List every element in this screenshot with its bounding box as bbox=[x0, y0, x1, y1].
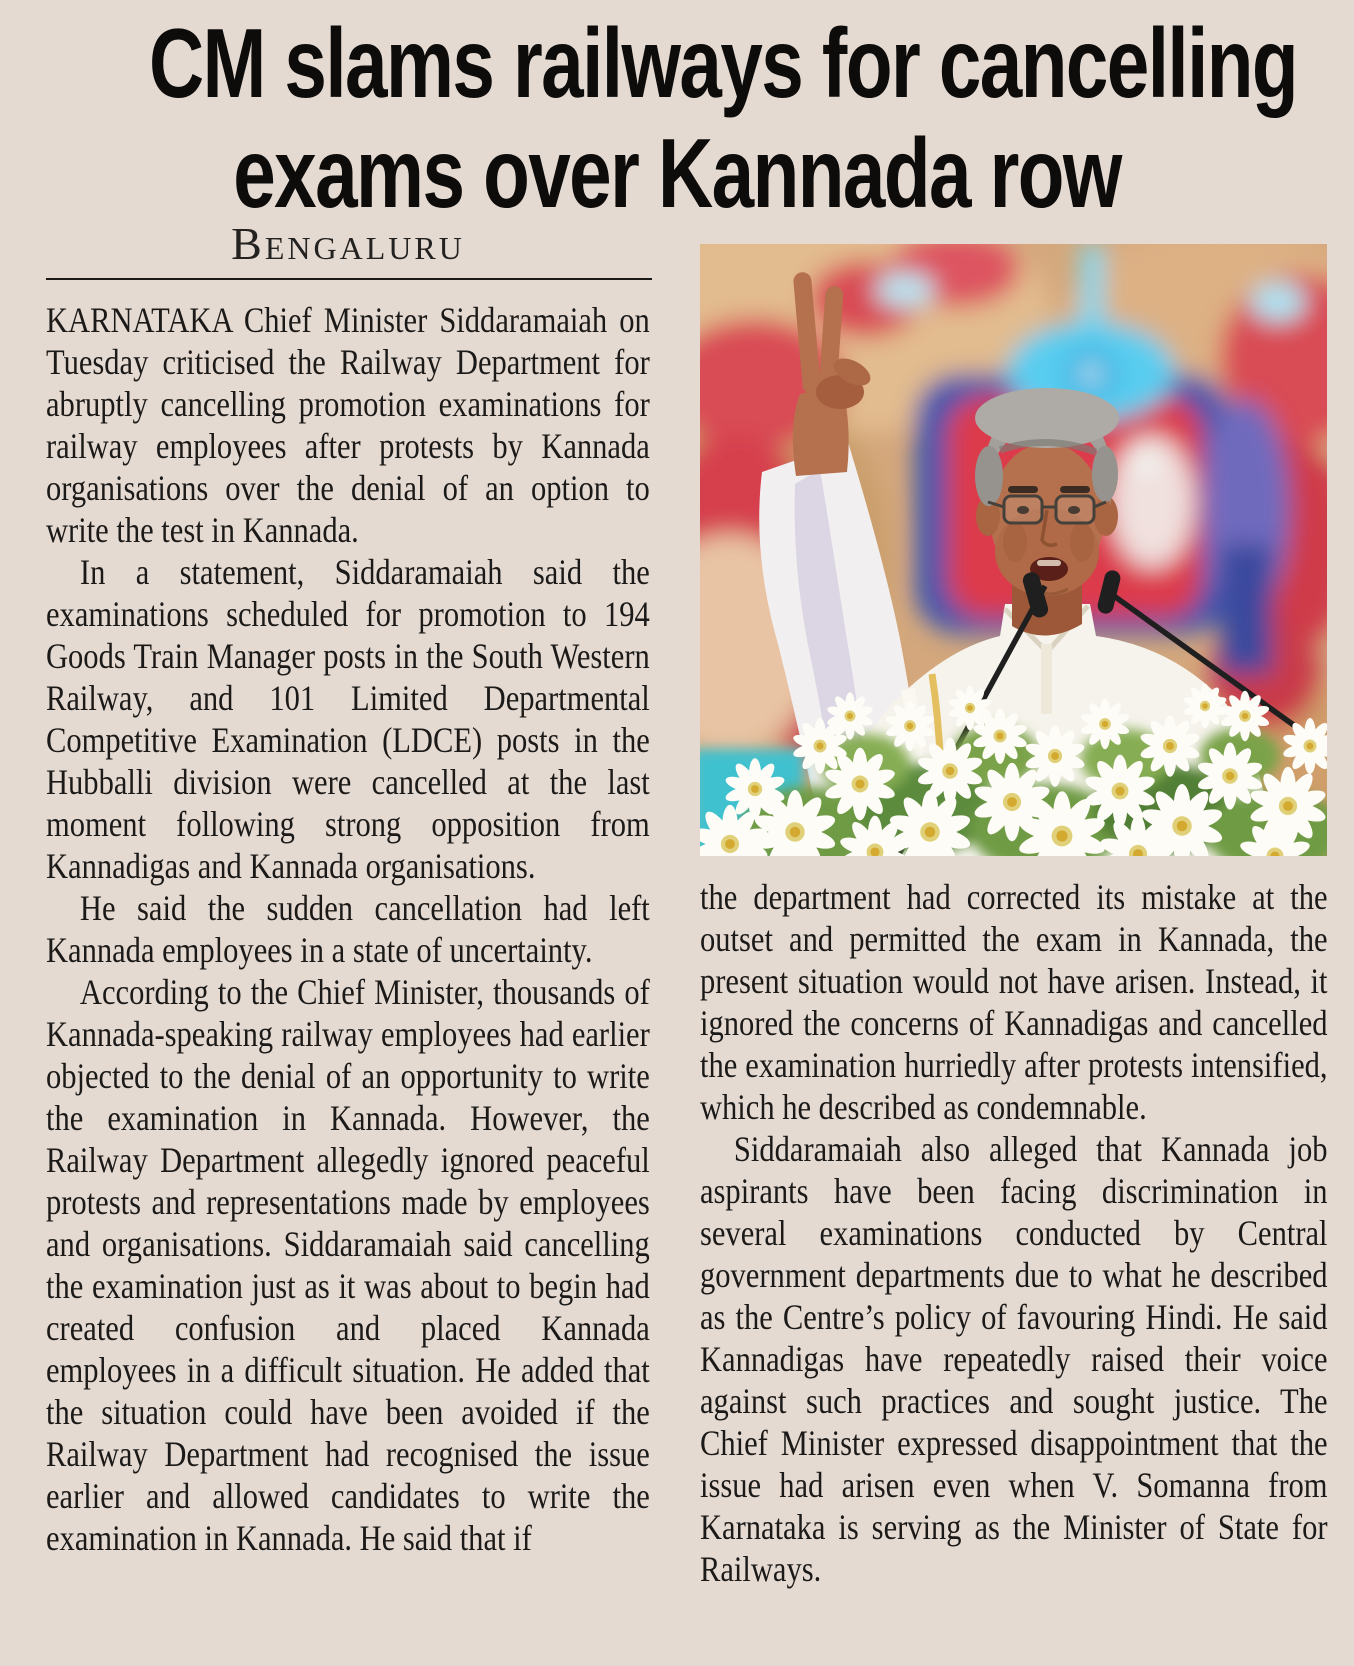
article-left-column bbox=[46, 299, 650, 1559]
headline-line-1: CM slams railways for cancelling bbox=[148, 8, 1298, 118]
dateline: Bengaluru bbox=[231, 218, 465, 269]
article-paragraph: According to the Chief Minister, thousands of Kannada-speaking railway employees had earlier objected to the denial of an opportunity to write the examination in Kannada. However, the Railway Department allegedly ignored peaceful protests and representations made by employees and organisations. Siddaramaiah said cancelling the examination just as it was about to begin had created confusion and placed Kannada employees in a difficult situation. He added that the situation could have been avoided if the Railway Department had recognised the issue earlier and allowed candidates to write the examination in Kannada. He said that if bbox=[46, 972, 650, 1558]
headline bbox=[0, 8, 1354, 228]
article-paragraph: Siddaramaiah also alleged that Kannada job aspirants have been facing discrimination in several examinations conducted by Central government departments due to what he described as the Centre’s policy of favouring Hindi. He said Kannadigas have repeatedly raised their voice against such practices and sought justice. The Chief Minister expressed disappointment that the issue had arisen even when V. Somanna from Karnataka is serving as the Minister of State for Railways. bbox=[700, 1129, 1328, 1589]
headline-line-2: exams over Kannada row bbox=[233, 118, 1121, 228]
article-paragraph: He said the sudden cancellation had left Kannada employees in a state of uncertainty. bbox=[46, 888, 650, 970]
article-paragraph: the department had corrected its mistake at the outset and permitted the exam in Kannada, the present situation would not have arisen. Instead, it ignored the concerns of Kannadigas and cancelled the examination hurriedly after protests intensified, which he described as condemnable. bbox=[700, 877, 1328, 1127]
article-paragraph: In a statement, Siddaramaiah said the examinations scheduled for promotion to 194 Goods Train Manager posts in the South Western Railway, and 101 Limited Departmental Competitive Examination (LDCE) posts in the Hubballi division were cancelled at the last moment following strong opposition from Kannadigas and Kannada organisations. bbox=[46, 552, 650, 886]
article-right-column bbox=[700, 876, 1328, 1590]
article-paragraph: KARNATAKA Chief Minister Siddaramaiah on Tuesday criticised the Railway Department for abruptly cancelling promotion examinations for railway employees after protests by Kannada organisations over the denial of an option to write the test in Kannada. bbox=[46, 300, 650, 550]
dateline-rule bbox=[46, 278, 652, 280]
article-photo bbox=[700, 244, 1327, 856]
